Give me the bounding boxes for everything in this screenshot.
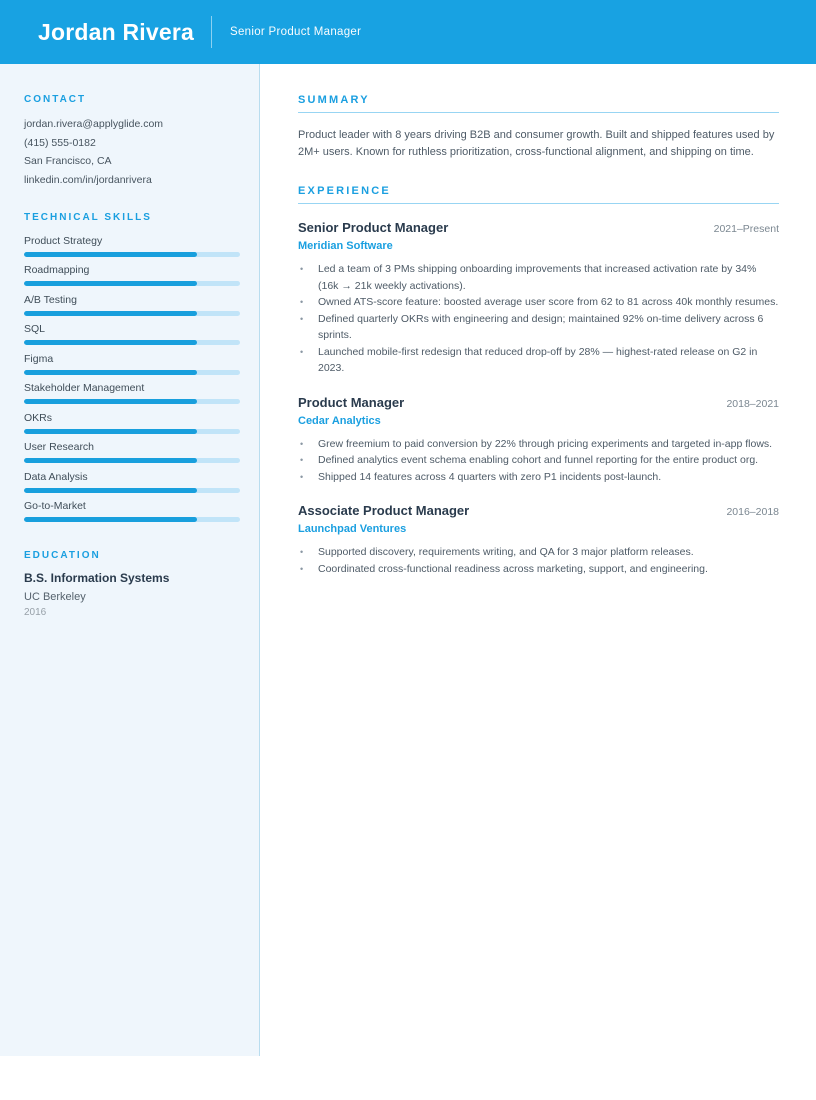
skill-item [24, 412, 239, 434]
skill-bar-track [24, 429, 240, 434]
skill-bar-fill [24, 281, 197, 286]
skill-bar-track [24, 340, 240, 345]
job-title: Senior Product Manager [298, 220, 449, 235]
skill-bar-fill [24, 458, 197, 463]
job-bullet [298, 469, 779, 486]
skill-item [24, 323, 239, 345]
skill-bar-track [24, 517, 240, 522]
skill-label: SQL [24, 323, 46, 335]
job-entry [298, 503, 779, 577]
bullet-text: Led a team of 3 PMs shipping onboarding improvements that increased activation rate by 34% (16k → 21k weekly activations). [318, 263, 757, 292]
bullet-marker-icon: • [300, 455, 304, 465]
skill-item [24, 264, 239, 286]
bullet-text: Defined analytics event schema enabling cohort and funnel reporting for the entire product org. [318, 454, 759, 466]
job-company: Launchpad Ventures [298, 523, 407, 535]
bullet-text: Owned ATS-score feature: boosted average user score from 62 to 81 across 40k monthly resumes. [318, 296, 779, 308]
experience-heading: EXPERIENCE [298, 185, 779, 204]
contact-list [24, 118, 239, 186]
job-entry [298, 395, 779, 486]
summary-section [298, 94, 779, 161]
job-bullets [298, 436, 779, 486]
education-school: UC Berkeley [24, 591, 86, 603]
job-bullet [298, 561, 779, 578]
skill-label: Product Strategy [24, 234, 103, 247]
bullet-marker-icon: • [300, 346, 304, 357]
skill-item [24, 235, 239, 257]
skill-bar-fill [24, 429, 197, 434]
skill-bar-fill [24, 340, 197, 345]
job-bullet [298, 261, 779, 294]
skill-bar-track [24, 399, 240, 404]
education-degree: B.S. Information Systems [24, 571, 170, 585]
skill-bar-fill [24, 252, 197, 257]
skill-bar-track [24, 252, 240, 257]
skills-heading: TECHNICAL SKILLS [24, 211, 152, 223]
skill-label: Stakeholder Management [24, 382, 145, 394]
job-company: Meridian Software [298, 240, 393, 252]
job-bullets [298, 261, 779, 377]
skill-label: Roadmapping [24, 264, 90, 276]
body-columns [0, 64, 816, 1056]
skill-bar-track [24, 488, 240, 493]
job-header-row [298, 395, 779, 410]
contact-item: linkedin.com/in/jordanrivera [24, 173, 152, 186]
skill-label: Figma [24, 352, 54, 365]
bullet-text: Supported discovery, requirements writing, and QA for 3 major platform releases. [318, 546, 694, 558]
skill-bar-track [24, 370, 240, 375]
experience-section [298, 185, 779, 577]
skill-label: OKRs [24, 411, 53, 424]
bullet-text: Grew freemium to paid conversion by 22% through pricing experiments and targeted in-app flows. [318, 437, 773, 450]
skill-label: Data Analysis [24, 470, 88, 483]
header-divider [211, 16, 212, 48]
summary-text: Product leader with 8 years driving B2B and consumer growth. Built and shipped features used by 2M+ users. Known for ruthless prioritization, cross-functional alignment, and shipping on time. [298, 129, 775, 158]
contact-item: jordan.rivera@applyglide.com [24, 118, 164, 130]
bullet-text: Coordinated cross-functional readiness across marketing, support, and engineering. [318, 562, 708, 575]
main-content [260, 64, 816, 1056]
education-section [24, 550, 239, 618]
education-heading: EDUCATION [24, 550, 101, 561]
skill-bar-fill [24, 399, 197, 404]
bullet-marker-icon: • [300, 471, 304, 482]
job-dates: 2016–2018 [726, 506, 779, 518]
job-title: Associate Product Manager [298, 503, 470, 518]
job-bullet [298, 294, 779, 311]
contact-item: San Francisco, CA [24, 155, 112, 167]
summary-heading: SUMMARY [298, 94, 779, 113]
bullet-marker-icon: • [300, 547, 304, 557]
skill-label: User Research [24, 441, 95, 453]
job-bullet [298, 452, 779, 469]
bullet-text: Defined quarterly OKRs with engineering and design; maintained 92% on-time delivery across 6 sprints. [318, 312, 764, 341]
skills-section [24, 212, 239, 523]
skill-label: A/B Testing [24, 293, 77, 306]
job-bullet [298, 311, 779, 344]
job-bullet [298, 344, 779, 377]
job-header-row [298, 220, 779, 235]
skills-list [24, 235, 239, 523]
skill-bar-fill [24, 311, 197, 316]
skill-item [24, 500, 239, 522]
job-bullet [298, 544, 779, 561]
job-dates: 2018–2021 [726, 397, 779, 410]
skill-label: Go-to-Market [24, 500, 86, 512]
bullet-marker-icon: • [300, 313, 304, 324]
skill-bar-fill [24, 370, 197, 375]
sidebar [0, 64, 260, 1056]
education-entry [24, 572, 239, 618]
person-job-title: Senior Product Manager [230, 26, 362, 38]
skill-item [24, 471, 239, 493]
skill-bar-track [24, 458, 240, 463]
job-entry [298, 220, 779, 377]
job-bullets [298, 544, 779, 577]
bullet-text: Launched mobile-first redesign that reduced drop-off by 28% — highest-rated release on G2 in 2023. [318, 345, 758, 374]
skill-item [24, 294, 239, 316]
contact-section [24, 94, 239, 186]
job-company: Cedar Analytics [298, 414, 381, 427]
contact-heading: CONTACT [24, 94, 87, 105]
bullet-marker-icon: • [300, 563, 304, 574]
education-year: 2016 [24, 607, 47, 618]
job-dates: 2021–Present [713, 223, 779, 235]
bullet-marker-icon: • [300, 438, 304, 449]
skill-item [24, 441, 239, 463]
skill-bar-fill [24, 488, 197, 493]
header [0, 0, 816, 64]
contact-item: (415) 555-0182 [24, 136, 96, 149]
jobs-list [298, 220, 779, 577]
skill-bar-track [24, 311, 240, 316]
job-bullet [298, 436, 779, 453]
skill-bar-fill [24, 517, 197, 522]
person-name: Jordan Rivera [38, 18, 194, 45]
skill-bar-track [24, 281, 240, 286]
job-header-row [298, 503, 779, 518]
skill-item [24, 353, 239, 375]
bullet-marker-icon: • [300, 297, 304, 307]
bullet-marker-icon: • [300, 264, 304, 274]
bullet-text: Shipped 14 features across 4 quarters with zero P1 incidents post-launch. [318, 470, 662, 483]
skill-item [24, 382, 239, 404]
job-title: Product Manager [298, 394, 405, 410]
